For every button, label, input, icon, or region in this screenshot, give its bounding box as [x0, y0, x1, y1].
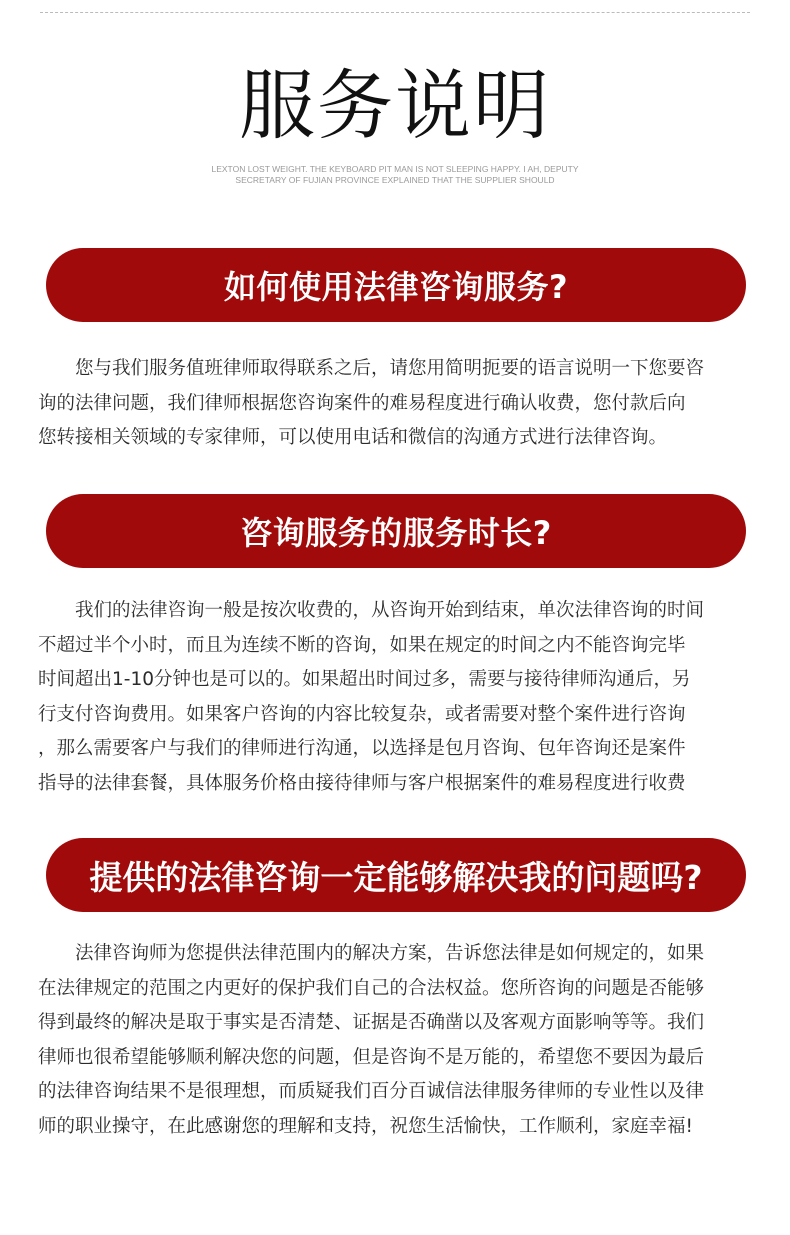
paragraph-line: 师的职业操守，在此感谢您的理解和支持，祝您生活愉快，工作顺利，家庭幸福!	[38, 1115, 693, 1137]
paragraph-line: 时间超出1-10分钟也是可以的。如果超出时间过多，需要与接待律师沟通后，另	[38, 669, 691, 690]
paragraph-line: 指导的法律套餐，具体服务价格由接待律师与客户根据案件的难易程度进行收费	[38, 772, 686, 794]
section-heading-service-duration: 咨询服务的服务时长?	[46, 494, 746, 568]
paragraph-line: 我们的法律咨询一般是按次收费的，从咨询开始到结束，单次法律咨询的时间	[75, 600, 705, 621]
paragraph-line: 在法律规定的范围之内更好的保护我们自己的合法权益。您所咨询的问题是否能够	[38, 977, 705, 999]
paragraph-line: 询的法律问题，我们律师根据您咨询案件的难易程度进行确认收费，您付款后向	[38, 392, 686, 414]
top-dashed-divider	[40, 12, 750, 13]
paragraph-line: 行支付咨询费用。如果客户咨询的内容比较复杂，或者需要对整个案件进行咨询	[38, 703, 686, 725]
section-body-how-to-use	[38, 352, 756, 456]
section-heading-how-to-use: 如何使用法律咨询服务?	[46, 248, 746, 322]
paragraph-line: 您与我们服务值班律师取得联系之后，请您用简明扼要的语言说明一下您要咨	[75, 358, 705, 379]
subtitle-line-1: LEXTON LOST WEIGHT. THE KEYBOARD PIT MAN IS NOT SLEEPING HAPPY. I AH, DEPUTY	[211, 164, 579, 174]
section-body-service-duration	[38, 594, 756, 801]
page-title: 服务说明	[239, 61, 551, 150]
subtitle-line-2: SECRETARY OF FUJIAN PROVINCE EXPLAINED THAT THE SUPPLIER SHOULD	[235, 175, 555, 185]
paragraph-line: 的法律咨询结果不是很理想，而质疑我们百分百诚信法律服务律师的专业性以及律	[38, 1081, 705, 1102]
paragraph-line: 法律咨询师为您提供法律范围内的解决方案，告诉您法律是如何规定的，如果	[75, 943, 705, 964]
paragraph-line: 您转接相关领域的专家律师，可以使用电话和微信的沟通方式进行法律咨询。	[38, 427, 668, 448]
section-heading-can-solve-problem: 提供的法律咨询一定能够解决我的问题吗?	[46, 838, 746, 912]
paragraph-line: 不超过半个小时，而且为连续不断的咨询，如果在规定的时间之内不能咨询完毕	[38, 634, 686, 656]
paragraph-line: 律师也很希望能够顺利解决您的问题，但是咨询不是万能的，希望您不要因为最后	[38, 1046, 705, 1068]
page-subtitle	[150, 164, 640, 186]
paragraph-line: ，那么需要客户与我们的律师进行沟通，以选择是包月咨询、包年咨询还是案件	[38, 738, 686, 759]
section-body-can-solve-problem	[38, 937, 756, 1144]
paragraph-line: 得到最终的解决是取于事实是否清楚、证据是否确凿以及客观方面影响等等。我们	[38, 1012, 705, 1033]
